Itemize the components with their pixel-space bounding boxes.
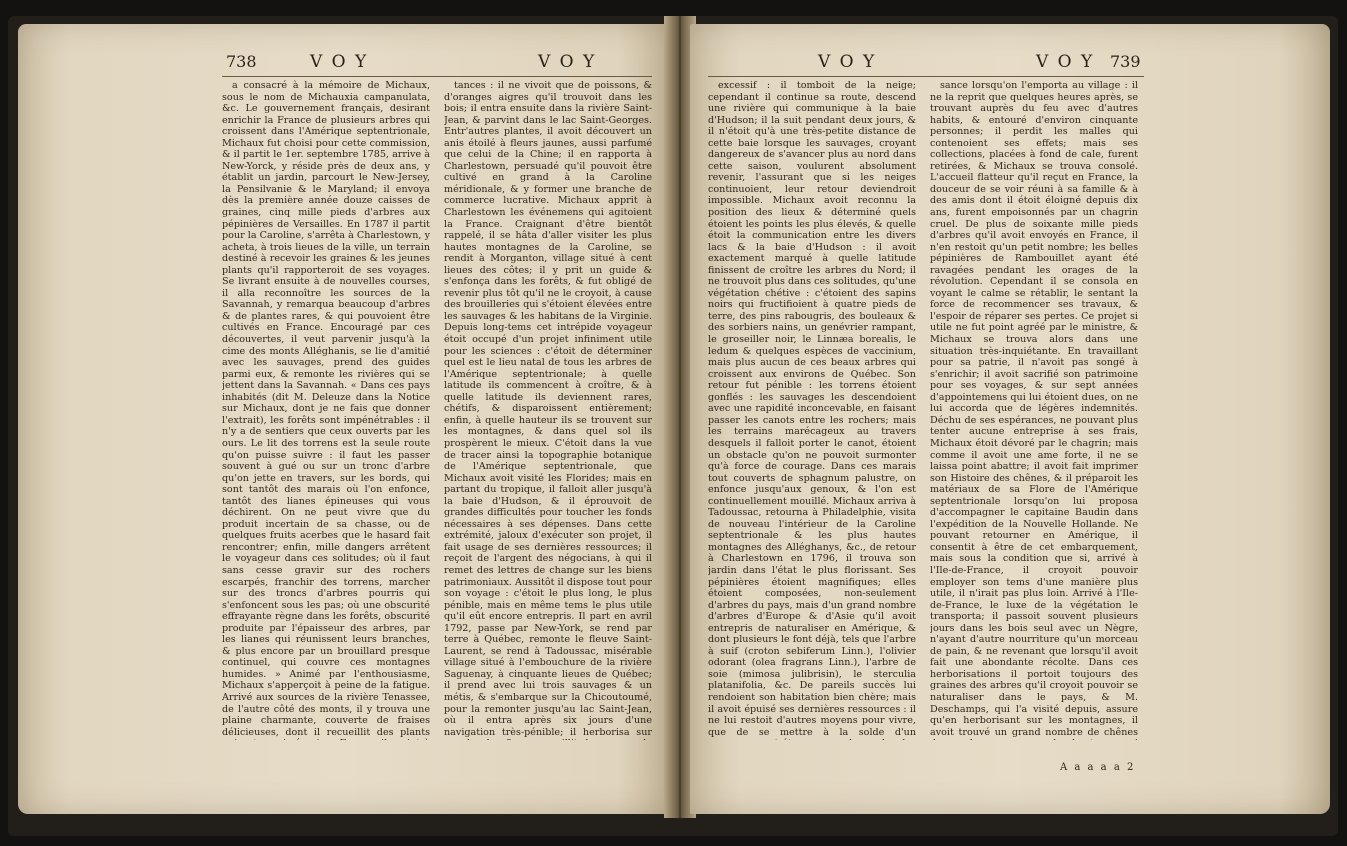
right-page-number: 739 [1110,52,1141,71]
right-column-2-text: sance lorsqu'on l'emporta au village : il ne la reprit que quelques heures après, se trouvant auprès du feu avec d'autres habits, & entouré d'environ cinquante personnes; il perdit les malles qui contenoient ses effets; mais ses collections, placées à fond de cale, furent retirées, & Michaux se trouva consolé. L'accueil flatteur qu'il reçut en France, la douceur de se voir réuni à sa famille & à des amis dont il étoit éloigné depuis dix ans, furent empoisonnés par un chagrin cruel. De plus de soixante mille pieds d'arbres qu'il avoit envoyés en France, il n'en restoit qu'un petit nombre; les belles pépinières de Rambouillet ayant été ravagées pendant les orages de la révolution. Cependant il se consola en voyant le calme se rétablir, le sentant la force de recommencer ses travaux, & l'espoir de réparer ses pertes. Ce projet si utile ne fut point agréé par le ministre, & Michaux se trouva alors dans une situation très-inquiétante. En travaillant pour sa patrie, il n'avoit pas songé à s'enrichir; il avoit sacrifié son patrimoine pour ses voyages, & sur sept années d'appointemens qui lui étoient dues, on ne lui accorda que de légères indemnités. Déchu de ses espérances, ne pouvant plus tenter aucune entreprise à ses frais, Michaux étoit dévoré par le chagrin; mais comme il avoit une ame forte, il ne se laissa point abattre; il avoit fait imprimer son Histoire des chênes, & il préparoit les matériaux de sa Flore de l'Amérique septentrionale lorsqu'on lui proposa d'accompagner le capitaine Baudin dans l'expédition de la Nouvelle Hollande. Ne pouvant retourner en Amérique, il consentit à être de cet embarquement, mais sous la condition que si, arrivé à l'Ile-de-France, il croyoit pouvoir employer son tems d'une manière plus utile, il n'irait pas plus loin. Arrivé à l'Ile-de-France, le luxe de la végétation le transporta; il passoit souvent plusieurs jours dans les bois seul avec un Nègre, n'ayant d'autre nourriture qu'un morceau de pain, & ne revenant que lorsqu'il avoit fait une abondante récolte. Dans ces herborisations il portoit toujours des graines des arbres qu'il croyoit pouvoir se naturaliser dans le pays, & M. Deschamps, qui l'a visité depuis, assure qu'en herborisant sur les montagnes, il avoit trouvé un grand nombre de chênes [930,80,1138,738]
left-column-1-text: a consacré à la mémoire de Michaux, sous le nom de Michauxia campanulata, &c. Le gouvernement français, desirant enrichir la France de plusieurs arbres qui croissent dans l'Amérique septentrionale, Michaux fut choisi pour cette commission, & il partit le 1er. septembre 1785, arrive à New-Yorck, y réside près de deux ans, y établit un jardin, parcourt le New-Jersey, la Pensilvanie & le Maryland; il envoya dès la première année douze caisses de graines, cinq mille pieds d'arbres aux pépinières de Versailles. En 1787 il partit pour la Caroline, s'arrêta à Charlestown, y acheta, à trois lieues de la ville, un terrain destiné à recevoir les graines & les jeunes plants qu'il rapporteroit de ses voyages. Se livrant ensuite à de nouvelles courses, il alla reconnoître les sources de la Savannah, y remarqua beaucoup d'arbres & de plantes rares, & qui pouvoient être cultivés en France. Encouragé par ces découvertes, il veut parvenir jusqu'à la cime des monts Alléghanis, se lie d'amitié avec les sauvages, prend des guides parmi eux, & remonte les rivières qui se jettent dans la Savannah. « Dans ces pays inhabités (dit M. Deleuze dans la Notice sur Michaux, dont je ne fais que donner l'extrait), les forêts sont impénétrables : il n'y a de sentiers que ceux ouverts par les ours. Le lit des torrens est la seule route qu'on puisse suivre : il faut les passer souvent à gué ou sur un tronc d'arbre qu'on jette en travers, sur les bords, qui sont tantôt des marais où l'on enfonce, tantôt des lianes épineuses qui vous déchirent. On ne peut vivre que du produit incertain de sa chasse, ou de quelques fruits acerbes que le hasard fait rencontrer; enfin, mille dangers arrêtent le voyageur dans ces solitudes; où il faut sans cesse gravir sur des rochers escarpés, franchir des torrens, marcher sur des troncs d'arbres pourris qui s'enfoncent sous les pas; où une obscurité effrayante règne dans les forêts, obscurité produite par l'épaisseur des arbres, par les lianes qui réunissent leurs branches, & plus encore par un brouillard presque continuel, qui couvre ces montagnes humides. » Animé par l'enthousiasme, Michaux s'apperçoit à peine de la fatigue. Arrivé aux sources de la rivière Tenassee, de l'autre côté des monts, il y trouva une plaine charmante, couverte de fraises délicieuses, dont il recueillit des plants [222,80,430,738]
right-page-column-2 [930,80,1138,740]
left-header-left: V O Y [310,52,369,72]
left-header-right: V O Y [538,52,597,72]
left-page-column-1 [222,80,430,740]
right-header-right: V O Y [1036,52,1095,72]
left-header-rule [222,76,652,77]
left-column-2-text: tances : il ne vivoit que de poissons, & d'oranges aigres qu'il trouvoit dans les bois; il entra ensuite dans la rivière Saint-Jean, & parvint dans le lac Saint-Georges. Entr'autres plantes, il avoit découvert un anis étoilé à fleurs jaunes, aussi parfumé que celui de la Chine; il en rapporta à Charlestown, persuadé qu'il pouvoit être cultivé en grand à la Caroline méridionale, & y former une branche de commerce lucrative. Michaux apprit à Charlestown les événemens qui agitoient la France. Craignant d'être bientôt rappelé, il se hâta d'aller visiter les plus hautes montagnes de la Caroline, se rendit à Morganton, village situé à cent lieues des côtes; il y prit un guide & s'enfonça dans les forêts, & fut obligé de revenir plus tôt qu'il ne le croyoit, à cause des brouilleries qui s'étoient élevées entre les sauvages & les habitans de la Virginie. Depuis long-tems cet intrépide voyageur étoit occupé d'un projet infiniment utile pour les sciences : c'étoit de déterminer quel est le lieu natal de tous les arbres de l'Amérique septentrionale; à quelle latitude ils commencent à croître, & à quelle latitude ils deviennent rares, chétifs, & disparoissent entièrement; enfin, à quelle hauteur ils se trouvent sur les montagnes, & dans quel sol ils prospèrent le mieux. C'étoit dans la vue de tracer ainsi la topographie botanique de l'Amérique septentrionale, que Michaux avoit visité les Florides; mais en partant du tropique, il falloit aller jusqu'à la baie d'Hudson, & il éprouvoit de grandes difficultés pour toucher les fonds nécessaires à ses dépenses. Dans cette extrémité, jaloux d'exécuter son projet, il fait usage de ses dernières ressources; il reçoit de l'argent des négocians, à qui il remet des lettres de change sur les biens patrimoniaux. Aussitôt il dispose tout pour son voyage : c'étoit le plus long, le plus pénible, mais en même tems le plus utile qu'il eût encore entrepris. Il part en avril 1792, passe par New-York, se rend par terre à Québec, remonte le fleuve Saint-Laurent, se rend à Tadoussac, misérable village situé à l'embouchure de la rivière Saguenay, à cinquante lieues de Québec; il prend avec lui trois sauvages & un métis, & s'embarque sur la Chicoutoumé, pour la remonter jusqu'au lac Saint-Jean, où il entra après six jours d'une navigation très-pénible; il herborisa sur [444,80,652,738]
right-page-column-1 [708,80,916,740]
right-header-left: V O Y [818,52,877,72]
right-header-rule [708,76,1144,77]
left-page-number: 738 [226,52,257,71]
left-page-column-2 [444,80,652,740]
right-page-signature: A a a a a 2 [1060,762,1136,773]
right-column-1-text: excessif : il tomboit de la neige; cependant il continue sa route, descend une rivière qui communique à la baie d'Hudson; il la suit pendant deux jours, & il n'étoit qu'à une très-petite distance de cette baie lorsque les sauvages, croyant dangereux de s'avancer plus au nord dans cette saison, voulurent absolument revenir, l'assurant que si les neiges continuoient, leur retour deviendroit impossible. Michaux avoit reconnu la position des lieux & déterminé quels étoient les points les plus élevés, & quelle étoit la communication entre les divers lacs & la baie d'Hudson : il avoit exactement marqué à quelle latitude finissent de croître les arbres du Nord; il ne trouvoit plus dans ces solitudes, qu'une végétation chétive : c'étoient des sapins noirs qui fructifioient à quatre pieds de terre, des pins rabougris, des bouleaux & des sorbiers nains, un genévrier rampant, le groseiller noir, le Linnæa borealis, le ledum & quelques espèces de vaccinium, mais plus aucun de ces beaux arbres qui croissent aux environs de Québec. Son retour fut pénible : les torrens étoient gonflés : les sauvages les descendoient avec une rapidité inconcevable, en faisant passer les canots entre les rochers; mais les terrains marécageux au travers desquels il falloit porter le canot, étoient un obstacle qu'on ne pouvoit surmonter qu'à force de courage. Dans ces marais tout couverts de sphagnum palustre, on enfonce jusqu'aux genoux, & l'on est continuellement mouillé. Michaux arriva à Tadoussac, retourna à Philadelphie, visita de nouveau l'intérieur de la Caroline septentrionale & les plus hautes montagnes des Alléghanys, &c., de retour à Charlestown en 1796, il trouva son jardin dans l'état le plus florissant. Ses pépinières étoient magnifiques; elles étoient composées, non-seulement d'arbres du pays, mais d'un grand nombre d'arbres d'Europe & d'Asie qu'il avoit entrepris de naturaliser en Amérique, & dont plusieurs le font déjà, tels que l'arbre à suif (croton sebiferum Linn.), l'olivier odorant (olea fragrans Linn.), l'arbre de soie (mimosa julibrisin), le sterculia platanifolia, &c. De pareils succès lui rendoient son habitation bien chère; mais il avoit épuisé ses dernières ressources : il ne lui restoit d'autres moyens pour vivre, que de se mettre à la solde d'un [708,80,916,738]
